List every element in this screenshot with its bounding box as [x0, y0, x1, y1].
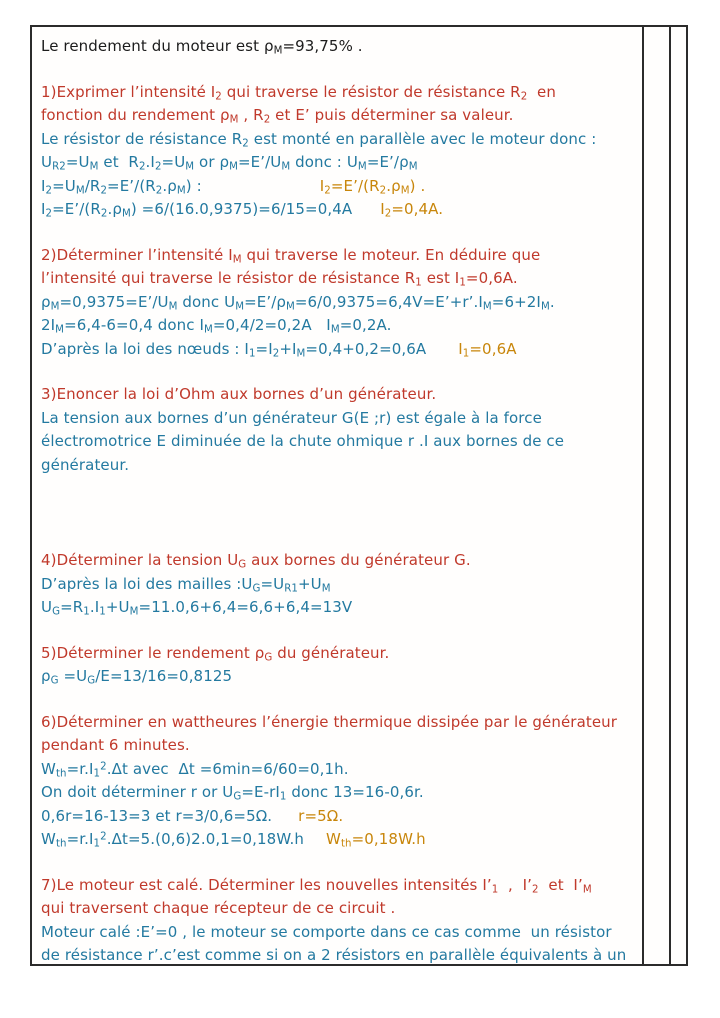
text-line	[41, 665, 638, 689]
text-line	[41, 407, 638, 431]
text-line	[41, 573, 638, 597]
text-segment: D’après la loi des nœuds : $I_1=I_2+I_M=0,4+0,2=0,6A$	[41, 339, 427, 360]
text-segment: $I_1=0,6A$	[458, 339, 517, 360]
text-segment: On doit déterminer r or $U_G=E-rI_1$ donc 13=16-0,6r.	[41, 783, 424, 803]
text-line	[41, 267, 638, 291]
text-line	[41, 291, 638, 315]
text-line	[41, 314, 638, 338]
blank-space	[41, 59, 638, 81]
text-line	[41, 338, 638, 362]
text-segment: $I_2=U_M/R_2=E’/(R_2.\rho_M)$ :	[41, 176, 202, 197]
text-segment: Moteur calé :E’=0 , le moteur se comporte dans ce cas comme un résistor	[41, 922, 612, 941]
text-line	[41, 454, 638, 478]
text-line	[41, 596, 638, 620]
text-segment: Le rendement du moteur est $\rho_M=93,75\%$ .	[41, 37, 363, 57]
text-line	[41, 828, 638, 852]
text-segment: $W_{th}=r.I_1^2.\Delta t=5.(0,6)2.0,1=0,18W.h$	[41, 830, 305, 850]
text-segment: 2)Déterminer l’intensité $I_M$ qui traverse le moteur. En déduire que	[41, 245, 541, 266]
blank-space	[41, 222, 638, 244]
text-line	[41, 128, 638, 152]
text-segment: 5)Déterminer le rendement $\rho_G$ du générateur.	[41, 643, 390, 664]
text-line	[41, 430, 638, 454]
text-segment: électromotrice E diminuée de la chute ohmique r .I aux bornes de ce	[41, 432, 565, 450]
text-line	[41, 642, 638, 666]
text-segment: 1)Exprimer l’intensité $I_2$ qui traverse le résistor de résistance $R_2$ en	[41, 82, 556, 103]
text-line	[41, 198, 638, 222]
text-segment: $W_{th}=0,18W.h$	[326, 830, 426, 850]
text-segment: 0,6r=16-13=3 et r=3/0,6=5Ω.	[41, 806, 273, 825]
text-segment: $I_2=E’/(R_2.\rho_M)$ .	[319, 176, 426, 197]
margin-column-1	[644, 27, 671, 964]
text-segment: 3)Enoncer la loi d’Ohm aux bornes d’un générateur.	[41, 385, 437, 403]
text-line	[41, 734, 638, 758]
text-segment: $I_2=E’/(R_2.\rho_M) =6/(16.0,9375)=6/15=0,4A$	[41, 200, 353, 220]
text-segment: l’intensité qui traverse le résistor de résistance $R_1$ est $I_1=0,6A$.	[41, 269, 518, 289]
text-segment: $U_{R2}=U_M$ et $R_2.I_2=U_M$ or $\rho_M=E’/U_M$ donc : $U_M=E’/\rho_M$	[41, 153, 418, 173]
text-line	[41, 549, 638, 573]
text-segment: La tension aux bornes d’un générateur G(E ;r) est égale à la force	[41, 408, 542, 427]
blank-space	[41, 361, 638, 383]
text-segment: 7)Le moteur est calé. Déterminer les nouvelles intensités $I’_1$ , $I’_2$ et $I’_M$	[41, 875, 592, 896]
text-segment: 6)Déterminer en wattheures l’énergie thermique dissipée par le générateur	[41, 712, 618, 731]
text-segment: fonction du rendement $\rho_M$ , $R_2$ et E’ puis déterminer sa valeur.	[41, 106, 514, 126]
text-line	[41, 244, 638, 268]
text-line	[41, 805, 638, 829]
text-segment: $W_{th}=r.I_1^2.\Delta t$ avec Δt =6min=6/60=0,1h.	[41, 759, 349, 780]
document-page	[30, 25, 688, 966]
text-segment: 4)Déterminer la tension $U_G$ aux bornes du générateur G.	[41, 551, 471, 571]
text-line	[41, 175, 638, 199]
text-line	[41, 874, 638, 898]
text-line	[41, 35, 638, 59]
document-content	[32, 27, 644, 964]
text-segment: $2I_M=6,4-6=0,4$ donc $I_M=0,4/2=0,2A$ $I_M=0,2A$.	[41, 316, 392, 336]
text-line	[41, 781, 638, 805]
text-segment: Le résistor de résistance $R_2$ est monté en parallèle avec le moteur donc :	[41, 129, 597, 150]
text-line	[41, 383, 638, 407]
text-segment: r=5Ω.	[298, 806, 344, 825]
text-line	[41, 711, 638, 735]
text-segment: $\rho_G =U_G/E=13/16=0,8125$	[41, 667, 233, 687]
text-segment: de résistance r’.c’est comme si on a 2 résistors en parallèle équivalents à un	[41, 946, 627, 964]
text-line	[41, 81, 638, 105]
text-line	[41, 104, 638, 128]
text-segment: $I_2=0,4A$.	[380, 200, 444, 220]
blank-space	[41, 620, 638, 642]
text-line	[41, 758, 638, 782]
text-segment: générateur.	[41, 455, 130, 474]
text-segment: qui traversent chaque récepteur de ce circuit .	[41, 899, 396, 917]
text-line	[41, 944, 638, 964]
blank-space	[41, 852, 638, 874]
text-segment: $U_G=R_1.I_1+U_M=11.0,6+6,4=6,6+6,4=13V$	[41, 598, 353, 618]
text-line	[41, 897, 638, 921]
text-segment: $\rho_M=0,9375=E’/U_M$ donc $U_M=E’/\rho_M=6/0,9375=6,4V=E’+r’.I_M=6+2I_M$.	[41, 292, 555, 313]
blank-space	[41, 689, 638, 711]
text-segment: pendant 6 minutes.	[41, 736, 190, 754]
blank-space	[41, 477, 638, 549]
text-segment: D’après la loi des mailles $:U_G=U_{R1}+U_M$	[41, 574, 331, 595]
margin-column-2	[671, 27, 686, 964]
text-line	[41, 151, 638, 175]
text-line	[41, 921, 638, 945]
